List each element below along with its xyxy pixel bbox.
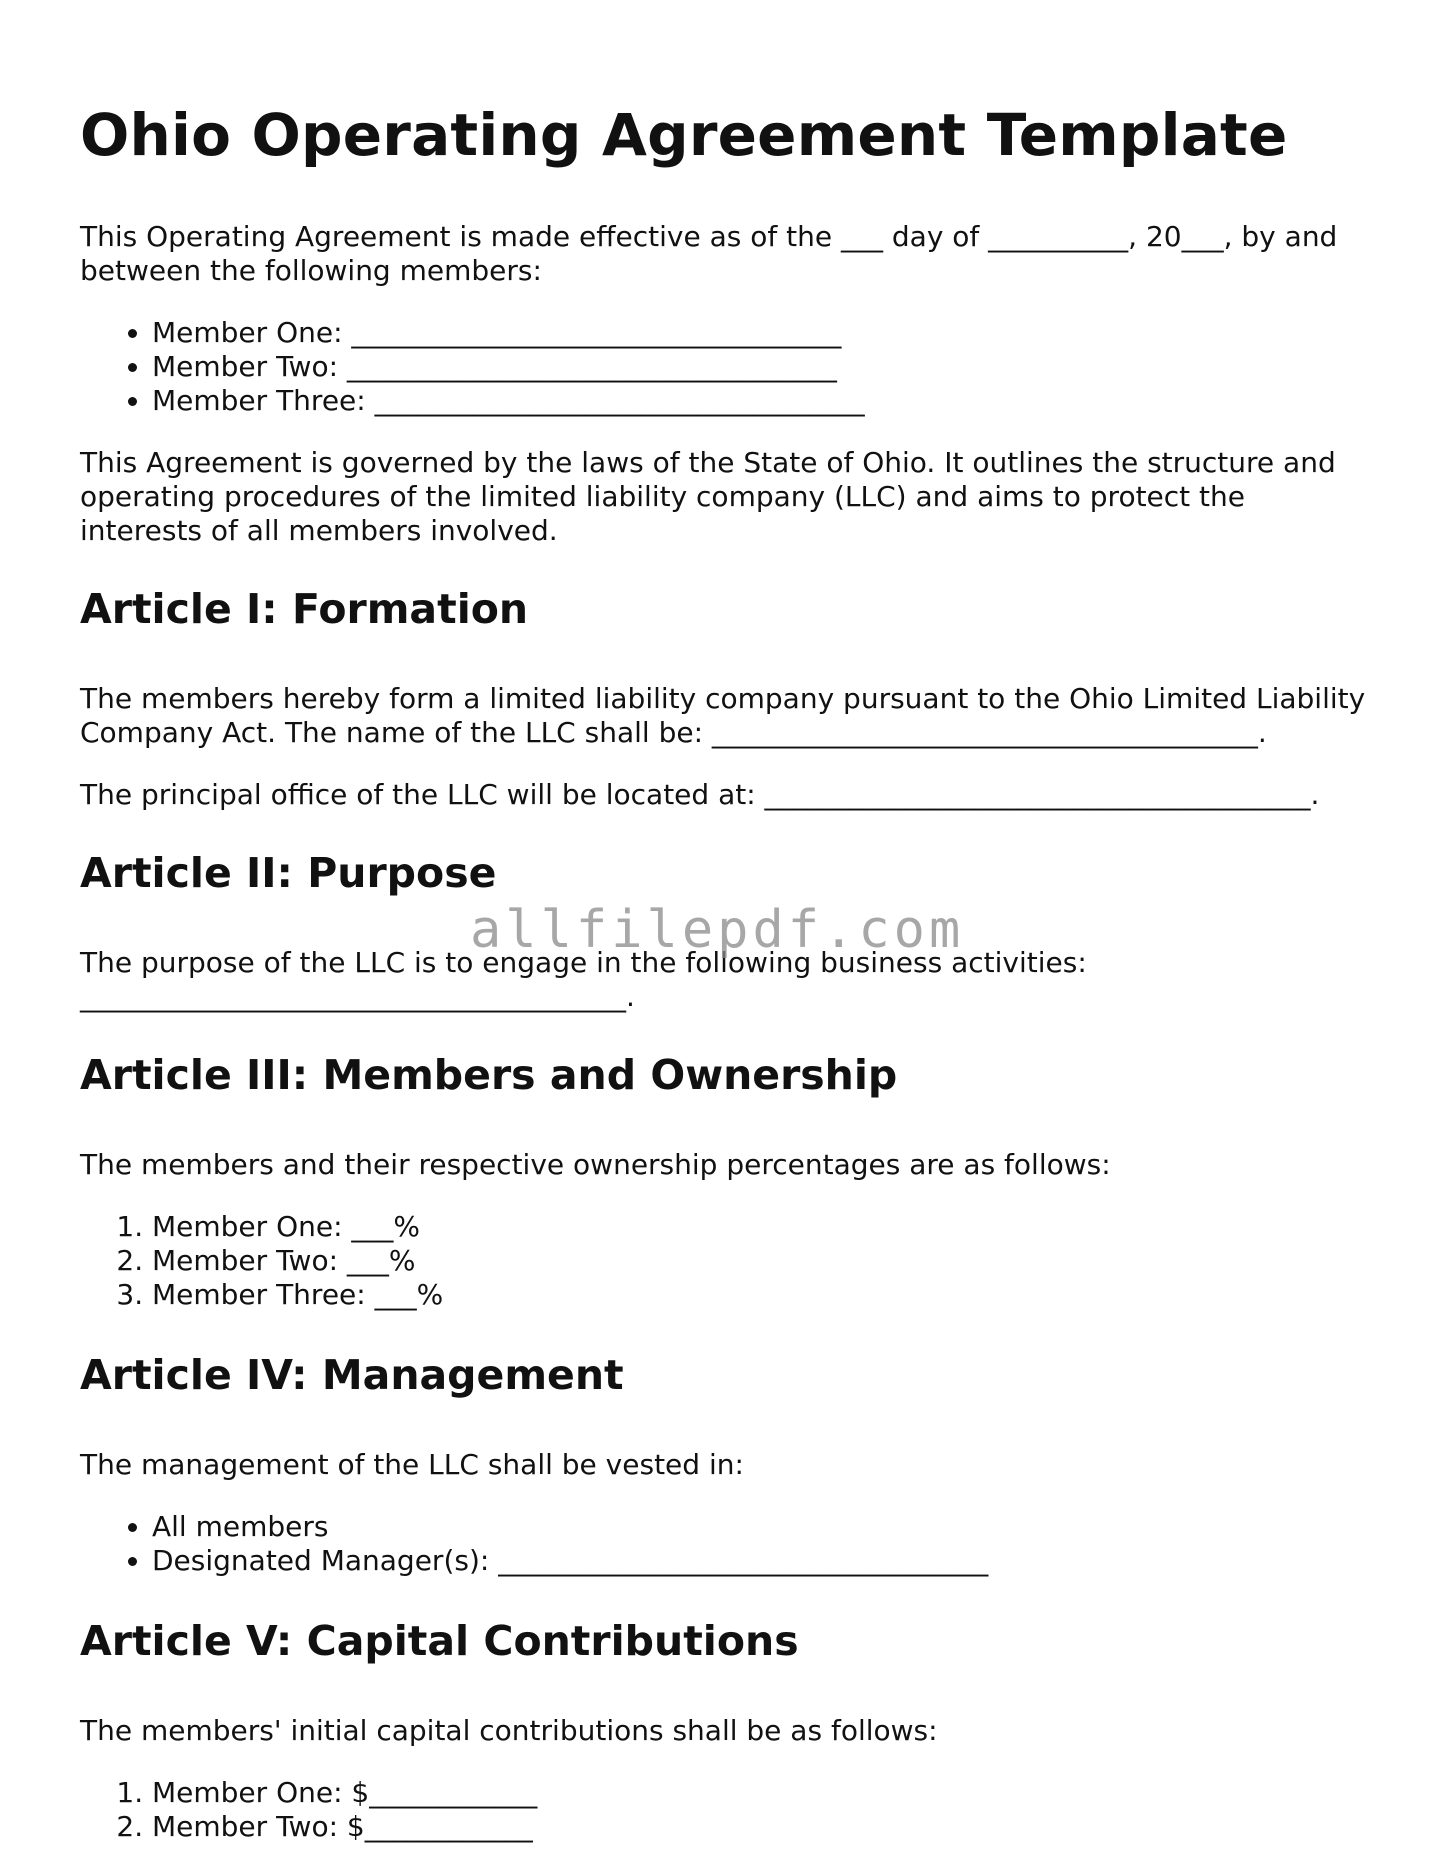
- ownership-item: 1. Member One: ___%: [152, 1210, 1370, 1244]
- article-1-paragraph-1: The members hereby form a limited liability company pursuant to the Ohio Limited Liability Company Act. The name of the LLC shall be: _______________________________________.: [80, 682, 1366, 749]
- capital-item: 1. Member One: $____________: [152, 1776, 1370, 1810]
- capital-item: 2. Member Two: $____________: [152, 1810, 1370, 1844]
- member-item: • Member Three: ___________________________________: [152, 384, 1370, 418]
- article-2-paragraph: The purpose of the LLC is to engage in the following business activities: _______________________________________.: [80, 946, 1087, 1013]
- document-page: [80, 0, 1370, 1844]
- article-5-paragraph: The members' initial capital contributions shall be as follows:: [80, 1714, 938, 1747]
- member-item: • Member One: ___________________________________: [152, 316, 1370, 350]
- watermark: allfilepdf.com: [470, 900, 965, 960]
- management-item: • Designated Manager(s): ___________________________________: [152, 1544, 1370, 1578]
- ownership-item: 3. Member Three: ___%: [152, 1278, 1370, 1312]
- document-title: Ohio Operating Agreement Template: [80, 101, 1288, 169]
- management-item: • All members: [152, 1510, 1370, 1544]
- members-list: [80, 316, 1370, 418]
- article-3-paragraph: The members and their respective ownership percentages are as follows:: [80, 1148, 1111, 1181]
- article-1-heading: Article I: Formation: [80, 585, 529, 633]
- member-item: • Member Two: ___________________________________: [152, 350, 1370, 384]
- governing-paragraph: This Agreement is governed by the laws of the State of Ohio. It outlines the structure and operating procedures of the limited liability company (LLC) and aims to protect the interests of all members involved.: [80, 446, 1336, 547]
- ownership-list: [80, 1210, 1370, 1312]
- management-list: [80, 1510, 1370, 1578]
- article-1-paragraph-2: The principal office of the LLC will be located at: _______________________________________.: [80, 778, 1320, 811]
- capital-list: [80, 1776, 1370, 1844]
- article-2-heading: Article II: Purpose: [80, 849, 497, 897]
- article-3-heading: Article III: Members and Ownership: [80, 1051, 898, 1099]
- article-4-heading: Article IV: Management: [80, 1351, 624, 1399]
- article-4-paragraph: The management of the LLC shall be vested in:: [80, 1448, 744, 1481]
- article-5-heading: Article V: Capital Contributions: [80, 1617, 799, 1665]
- ownership-item: 2. Member Two: ___%: [152, 1244, 1370, 1278]
- intro-paragraph: This Operating Agreement is made effective as of the ___ day of __________, 20___, by and between the following members:: [80, 220, 1338, 287]
